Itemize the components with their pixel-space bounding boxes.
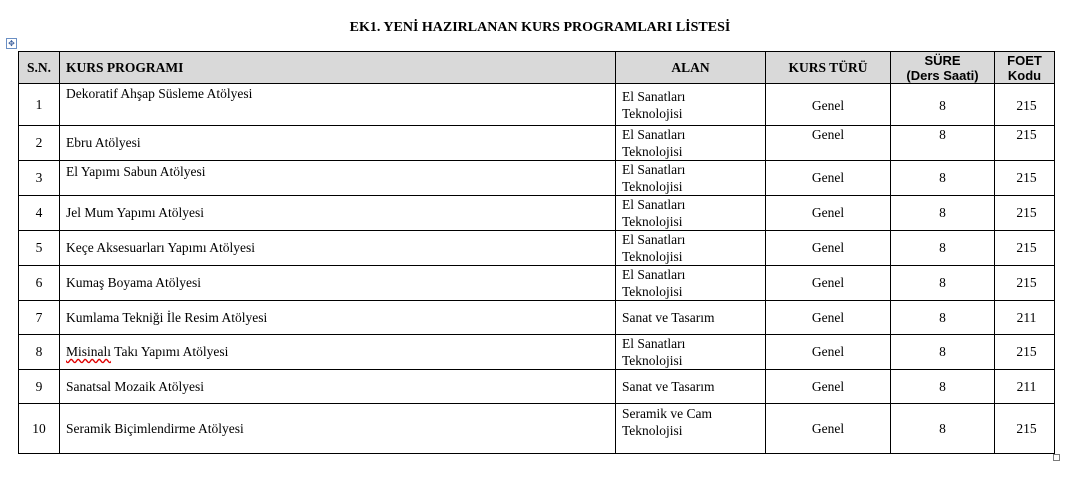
cell-alan <box>616 301 766 335</box>
table-move-handle-icon[interactable]: ✥ <box>6 38 17 49</box>
cell-sure: 8 <box>891 161 995 196</box>
header-alan: ALAN <box>616 52 766 84</box>
cell-sure: 8 <box>891 126 995 161</box>
header-kurs-turu: KURS TÜRÜ <box>766 52 891 84</box>
cell-program: Kumlama Tekniği İle Resim Atölyesi <box>60 301 616 335</box>
header-foet-line2: Kodu <box>1007 67 1042 83</box>
cell-sn: 10 <box>19 404 60 454</box>
cell-sn: 6 <box>19 266 60 301</box>
cell-program: El Yapımı Sabun Atölyesi <box>60 161 616 196</box>
alan-line1: El Sanatları <box>622 127 686 142</box>
cell-alan <box>616 84 766 126</box>
header-foet-line1: FOET <box>1007 52 1042 68</box>
cell-sn: 4 <box>19 196 60 231</box>
cell-sure: 8 <box>891 231 995 266</box>
table-row <box>19 161 1055 196</box>
alan-line2: Teknolojisi <box>622 214 683 229</box>
cell-program: Keçe Aksesuarları Yapımı Atölyesi <box>60 231 616 266</box>
cell-kurs-turu: Genel <box>766 161 891 196</box>
cell-sn: 8 <box>19 335 60 370</box>
alan-line1: El Sanatları <box>622 336 686 351</box>
table-row <box>19 335 1055 370</box>
table-resize-handle[interactable] <box>1053 454 1060 461</box>
cell-sn: 9 <box>19 370 60 404</box>
cell-kurs-turu: Genel <box>766 335 891 370</box>
cell-sn: 1 <box>19 84 60 126</box>
cell-program: Dekoratif Ahşap Süsleme Atölyesi <box>60 84 616 126</box>
table-row <box>19 126 1055 161</box>
alan-line2: Teknolojisi <box>622 249 683 264</box>
alan-line1: El Sanatları <box>622 197 686 212</box>
misspelled-word[interactable]: Misinalı <box>66 344 112 359</box>
cell-kurs-turu: Genel <box>766 404 891 454</box>
cell-sure: 8 <box>891 84 995 126</box>
cell-sure: 8 <box>891 370 995 404</box>
cell-foet: 211 <box>995 370 1055 404</box>
cell-program: Sanatsal Mozaik Atölyesi <box>60 370 616 404</box>
alan-line2: Teknolojisi <box>622 284 683 299</box>
cell-foet: 215 <box>995 161 1055 196</box>
table-row <box>19 196 1055 231</box>
cell-sure: 8 <box>891 196 995 231</box>
alan-line1: Sanat ve Tasarım <box>622 310 715 325</box>
alan-line1: El Sanatları <box>622 232 686 247</box>
cell-foet: 215 <box>995 231 1055 266</box>
cell-alan <box>616 231 766 266</box>
cell-kurs-turu: Genel <box>766 84 891 126</box>
cell-kurs-turu: Genel <box>766 231 891 266</box>
alan-line2: Teknolojisi <box>622 105 683 121</box>
alan-line2: Teknolojisi <box>622 423 683 438</box>
cell-sure: 8 <box>891 404 995 454</box>
cell-sn: 7 <box>19 301 60 335</box>
header-sure-line1: SÜRE <box>924 52 961 68</box>
cell-kurs-turu: Genel <box>766 370 891 404</box>
cell-alan <box>616 404 766 454</box>
table-row <box>19 370 1055 404</box>
cell-alan <box>616 266 766 301</box>
table-header-row <box>19 52 1055 84</box>
alan-line1: El Sanatları <box>622 162 686 177</box>
cell-program: Jel Mum Yapımı Atölyesi <box>60 196 616 231</box>
cell-alan <box>616 126 766 161</box>
alan-line1: Seramik ve Cam <box>622 406 712 421</box>
cell-sn: 3 <box>19 161 60 196</box>
header-program: KURS PROGRAMI <box>60 52 616 84</box>
cell-foet: 215 <box>995 266 1055 301</box>
cell-alan <box>616 161 766 196</box>
table-row <box>19 266 1055 301</box>
cell-foet: 211 <box>995 301 1055 335</box>
cell-sure: 8 <box>891 266 995 301</box>
alan-line1: El Sanatları <box>622 267 686 282</box>
cell-foet: 215 <box>995 196 1055 231</box>
cell-program: Ebru Atölyesi <box>60 126 616 161</box>
table-row <box>19 84 1055 126</box>
cell-foet: 215 <box>995 84 1055 126</box>
cell-program: Seramik Biçimlendirme Atölyesi <box>60 404 616 454</box>
cell-sure: 8 <box>891 335 995 370</box>
cell-kurs-turu: Genel <box>766 126 891 161</box>
cell-program: Kumaş Boyama Atölyesi <box>60 266 616 301</box>
cell-kurs-turu: Genel <box>766 266 891 301</box>
cell-sn: 2 <box>19 126 60 161</box>
cell-sure: 8 <box>891 301 995 335</box>
cell-kurs-turu: Genel <box>766 301 891 335</box>
cell-foet: 215 <box>995 404 1055 454</box>
table-row <box>19 231 1055 266</box>
alan-line2: Teknolojisi <box>622 179 683 194</box>
cell-program-rest: Takı Yapımı Atölyesi <box>111 344 229 359</box>
cell-alan <box>616 196 766 231</box>
cell-sn: 5 <box>19 231 60 266</box>
alan-line1: Sanat ve Tasarım <box>622 379 715 394</box>
alan-line2: Teknolojisi <box>622 144 683 159</box>
cell-program <box>60 335 616 370</box>
table-row <box>19 404 1055 454</box>
cell-alan <box>616 370 766 404</box>
alan-line2: Teknolojisi <box>622 353 683 368</box>
alan-line1: El Sanatları <box>622 88 686 104</box>
header-sn: S.N. <box>19 52 60 84</box>
table-row <box>19 301 1055 335</box>
header-sure <box>891 52 995 84</box>
header-sure-line2: (Ders Saati) <box>906 67 979 83</box>
course-program-table <box>18 51 1055 454</box>
cell-alan <box>616 335 766 370</box>
cell-foet: 215 <box>995 126 1055 161</box>
header-foet <box>995 52 1055 84</box>
cell-kurs-turu: Genel <box>766 196 891 231</box>
document-title: EK1. YENİ HAZIRLANAN KURS PROGRAMLARI LİSTESİ <box>349 20 731 35</box>
cell-foet: 215 <box>995 335 1055 370</box>
